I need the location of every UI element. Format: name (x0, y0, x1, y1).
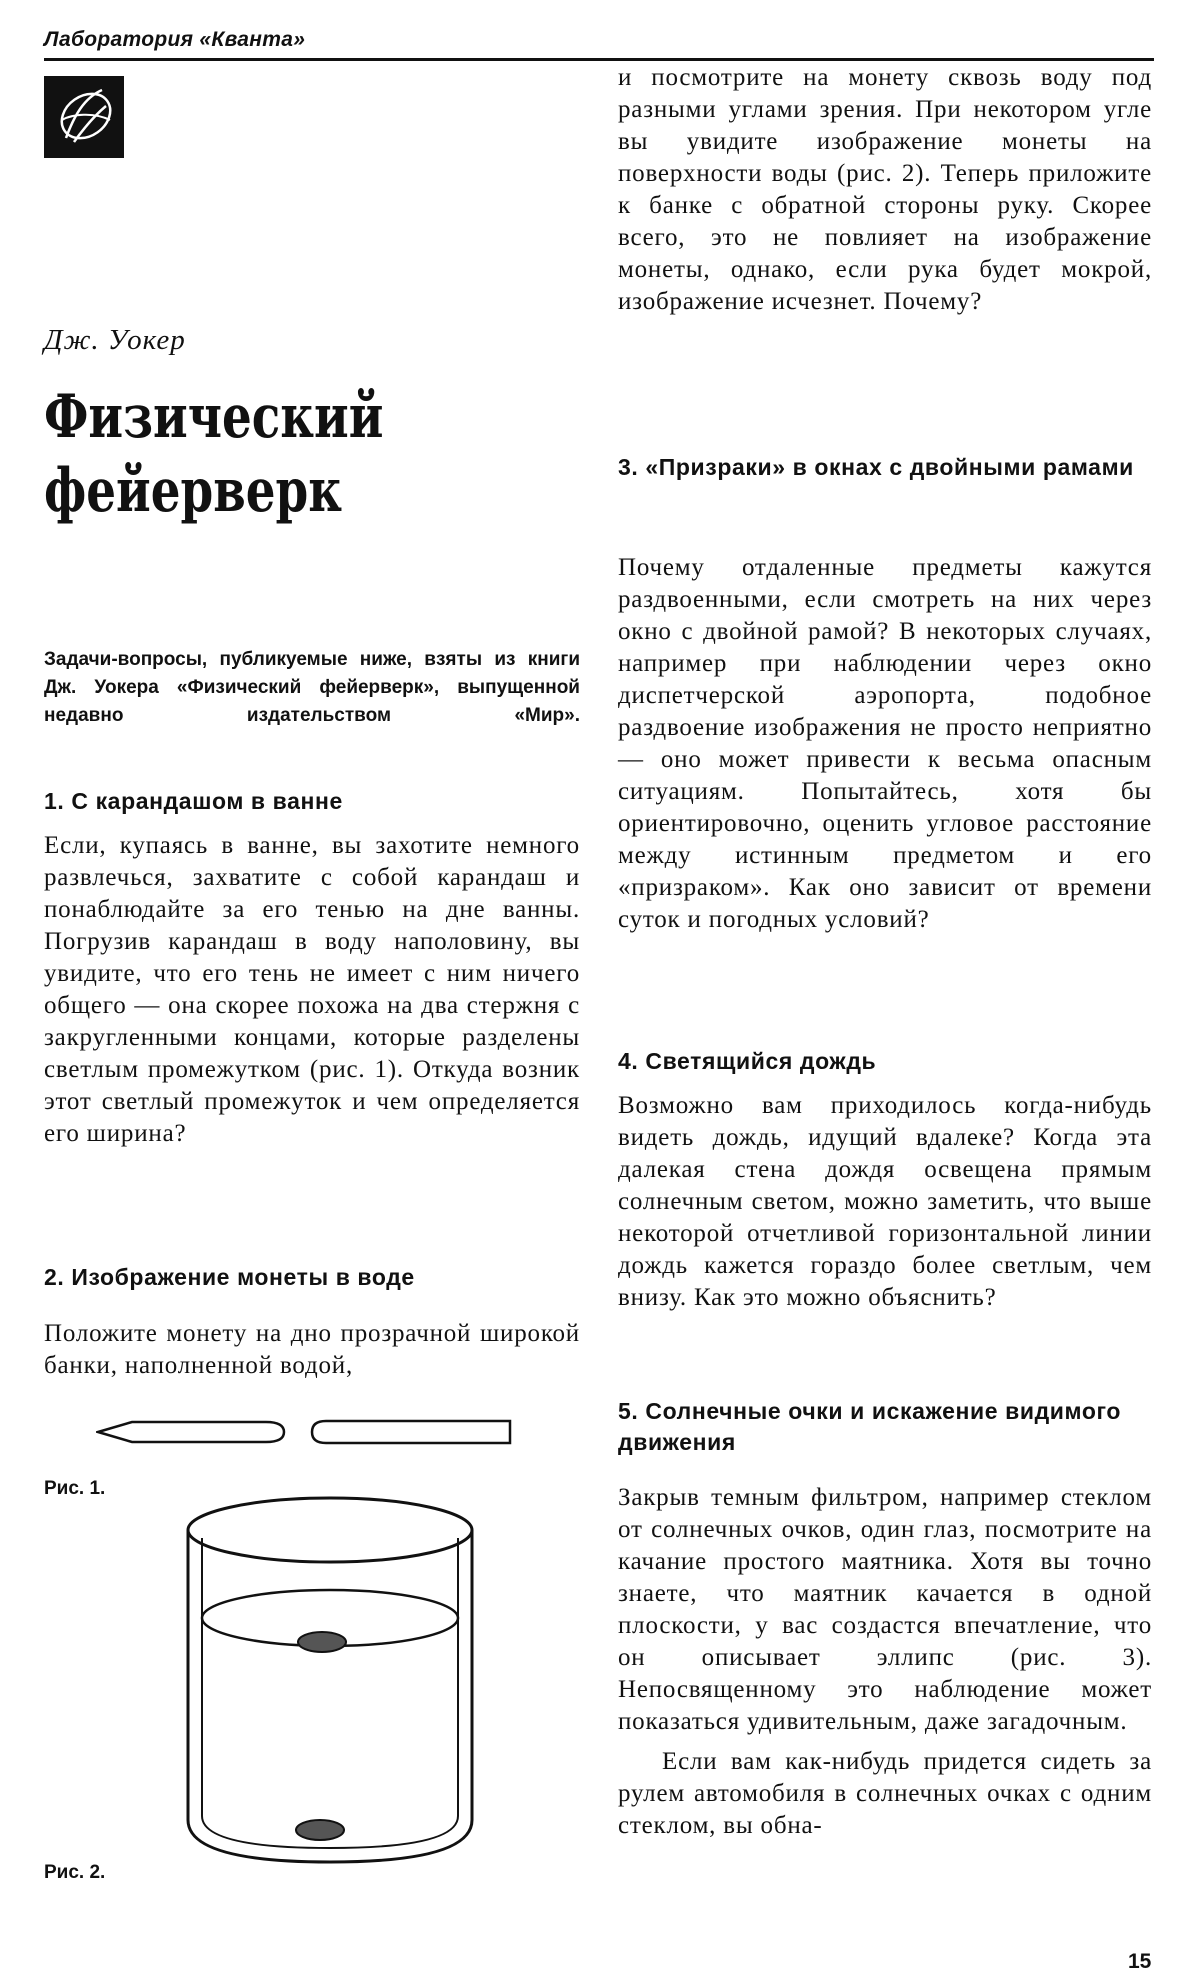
section-5-heading: 5. Солнечные очки и искажение видимого движения (618, 1398, 1121, 1455)
section-header: Лаборатория «Кванта» (44, 28, 306, 51)
section-2-text-left: Положите монету на дно прозрачной широкой банки, наполненной водой, (44, 1320, 580, 1379)
section-4-text: Возможно вам приходилось когда-нибудь видеть дождь, идущий вдалеке? Когда эта далекая стена дождя освещена прямым солнечным светом, можно заметить, что выше некоторой отчетливой горизонтальной линии дождь кажется гораздо более светлым, чем внизу. Как это можно объяснить? (618, 1092, 1152, 1311)
figure-1-pencil-shadow (96, 1412, 516, 1452)
section-5-text: Закрыв темным фильтром, например стеклом от солнечных очков, один глаз, посмотрите на качание простого маятника. Хотя вы точно знаете, что маятник качается в одной плоскости, у вас создастся впечатление, что он описывает эллипс (рис. 3). Непосвященному это наблюдение может показаться удивительным, даже загадочным. Если вам как-нибудь придется сидеть за рулем автомобиля в солнечных очках с одним стеклом, вы обна- (618, 1484, 1152, 1839)
figure-2-caption: Рис. 2. (44, 1862, 106, 1883)
section-1-heading: 1. С карандашом в ванне (44, 788, 343, 814)
section-3-text: Почему отдаленные предметы кажутся раздвоенными, если смотреть на них через окно с двойной рамой? В некоторых случаях, например при наблюдении через окно диспетчерской аэропорта, подобное раздвоение изображения не просто неприятно — оно может привести к весьма опасным ситуациям. Попытайтесь, хотя бы ориентировочно, оценить угловое расстояние между истинным предметом и его «призраком». Как оно зависит от времени суток и погодных условий? (618, 554, 1152, 933)
title-line-1: Физический (44, 382, 384, 452)
shadow-rod-right (312, 1421, 510, 1443)
figure-1-caption: Рис. 1. (44, 1478, 106, 1499)
journal-logo-icon (44, 76, 124, 158)
section-2-heading: 2. Изображение монеты в воде (44, 1264, 415, 1290)
coin (296, 1820, 344, 1840)
author: Дж. Уокер (44, 324, 186, 356)
title-line-2: фейерверк (44, 456, 343, 526)
article-intro: Задачи-вопросы, публикуемые ниже, взяты из книги Дж. Уокера «Физический фейерверк», выпущенной недавно издательством «Мир». (44, 649, 580, 726)
section-4-heading: 4. Светящийся дождь (618, 1048, 877, 1074)
article-title (44, 380, 481, 528)
shadow-rod-left (98, 1422, 284, 1442)
coin-image (298, 1632, 346, 1652)
page-number: 15 (1128, 1950, 1152, 1973)
header-rule (44, 58, 1154, 61)
section-3-heading: 3. «Призраки» в окнах с двойными рамами (618, 454, 1134, 480)
figure-2-jar-coin (180, 1490, 480, 1870)
jar-rim (188, 1498, 472, 1562)
section-1-text: Если, купаясь в ванне, вы захотите немного развлечься, захватите с собой карандаш и понаблюдайте за его тенью на дне ванны. Погрузив карандаш в воду наполовину, вы увидите, что его тень не имеет с ним ничего общего — она скорее похожа на два стержня с закругленными концами, которые разделены светлым промежутком (рис. 1). Откуда возник этот светлый промежуток и чем определяется его ширина? (44, 832, 580, 1147)
section-2-text-right: и посмотрите на монету сквозь воду под разными углами зрения. При некотором угле вы увидите изображение монеты на поверхности воды (рис. 2). Теперь приложите к банке с обратной стороны руку. Скорее всего, это не повлияет на изображение монеты, однако, если рука будет мокрой, изображение исчезнет. Почему? (618, 64, 1152, 315)
